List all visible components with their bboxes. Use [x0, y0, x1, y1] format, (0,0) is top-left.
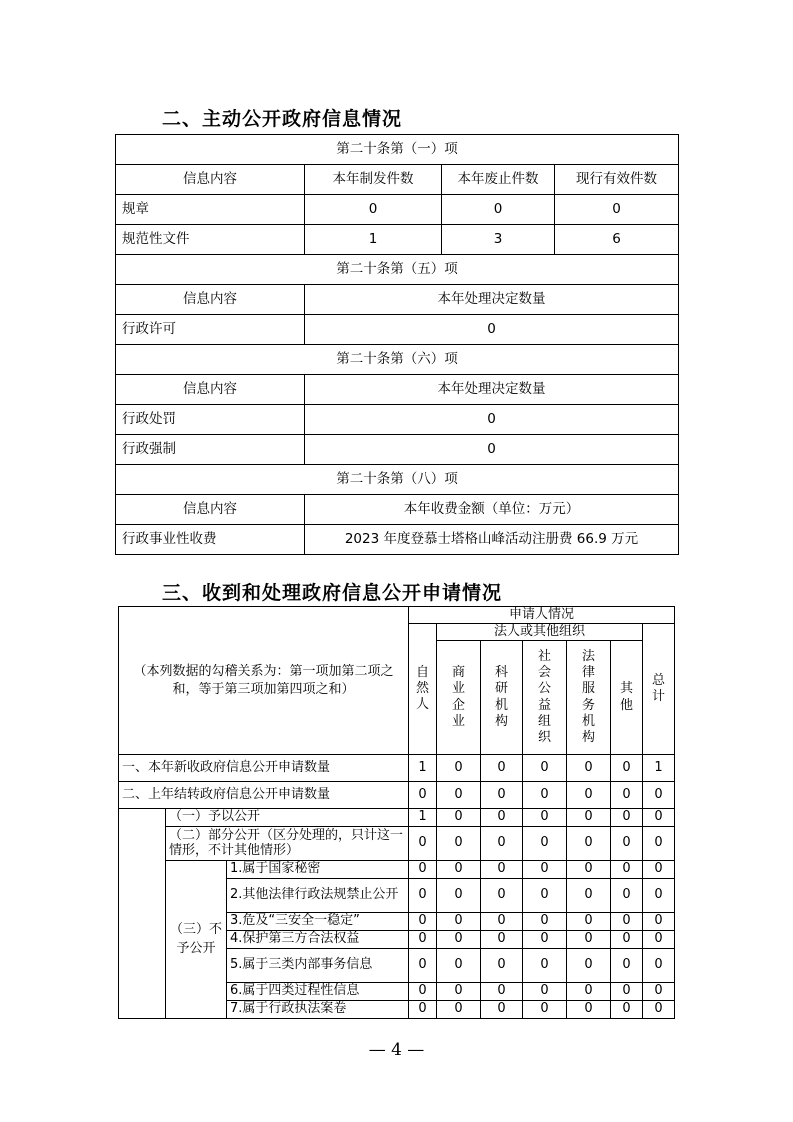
row-label: 一、本年新收政府信息公开申请数量 — [119, 755, 409, 782]
cell-value: 0 — [305, 195, 442, 225]
cell-value: 0 — [481, 782, 523, 809]
table-row — [119, 755, 675, 782]
cell-value: 0 — [409, 983, 437, 1001]
cell-value: 0 — [481, 827, 523, 861]
row3-empty-cell — [119, 809, 166, 1019]
cell-value: 0 — [611, 861, 643, 879]
cell-value: 0 — [437, 949, 481, 983]
cell-value: 0 — [611, 913, 643, 931]
cell-value: 0 — [481, 755, 523, 782]
cell-value: 0 — [437, 879, 481, 913]
cell-value: 0 — [523, 983, 567, 1001]
cell-value: 0 — [643, 827, 675, 861]
cell-value: 0 — [437, 931, 481, 949]
cell-value: 0 — [437, 827, 481, 861]
cell-value: 6 — [555, 225, 679, 255]
cell-value: 0 — [611, 827, 643, 861]
cell-value: 0 — [523, 879, 567, 913]
cell-value: 0 — [523, 755, 567, 782]
row-label: 行政许可 — [116, 315, 305, 345]
col-natural: 自然人 — [409, 624, 437, 755]
cell-value: 0 — [567, 983, 611, 1001]
applicant-header: 申请人情况 — [409, 607, 675, 624]
cell-value: 1 — [643, 755, 675, 782]
cell-value: 0 — [437, 755, 481, 782]
cell-value: 0 — [643, 913, 675, 931]
cell-value: 0 — [643, 861, 675, 879]
cell-value: 0 — [481, 861, 523, 879]
art20-5-header: 第二十条第（五）项 — [116, 255, 679, 285]
art20-6-header: 第二十条第（六）项 — [116, 345, 679, 375]
cell-value: 2023 年度登慕士塔格山峰活动注册费 66.9 万元 — [305, 525, 679, 555]
row-label: 规章 — [116, 195, 305, 225]
cell-value: 0 — [481, 1001, 523, 1019]
cell-value: 1 — [409, 755, 437, 782]
cell-value: 0 — [437, 913, 481, 931]
withhold-group-label: （三）不予公开 — [166, 861, 227, 1019]
row-label: 4.保护第三方合法权益 — [227, 931, 409, 949]
cell-value: 0 — [643, 949, 675, 983]
table-row — [119, 861, 675, 879]
cell-value: 0 — [409, 913, 437, 931]
cell-value: 0 — [567, 755, 611, 782]
cell-value: 0 — [481, 983, 523, 1001]
cell-value: 0 — [643, 983, 675, 1001]
col-decision-count: 本年处理决定数量 — [305, 285, 679, 315]
table-row — [119, 782, 675, 809]
col-info-content: 信息内容 — [116, 375, 305, 405]
cell-value: 0 — [611, 782, 643, 809]
col-total: 总计 — [643, 624, 675, 755]
cell-value: 0 — [523, 861, 567, 879]
cell-value: 0 — [481, 931, 523, 949]
col-business: 商业企业 — [437, 641, 481, 755]
cell-value: 1 — [305, 225, 442, 255]
cell-value: 0 — [611, 755, 643, 782]
cell-value: 0 — [409, 1001, 437, 1019]
note-cell — [119, 607, 409, 755]
col-abolished: 本年废止件数 — [442, 165, 555, 195]
cell-value: 0 — [611, 983, 643, 1001]
page-number: — 4 — — [368, 1040, 425, 1060]
col-decision-count: 本年处理决定数量 — [305, 375, 679, 405]
col-info-content: 信息内容 — [116, 285, 305, 315]
cell-value: 0 — [305, 315, 679, 345]
table-row — [119, 809, 675, 827]
cell-value: 0 — [567, 827, 611, 861]
cell-value: 0 — [555, 195, 679, 225]
row-label: 2.其他法律行政法规禁止公开 — [227, 879, 409, 913]
art20-8-header: 第二十条第（八）项 — [116, 465, 679, 495]
table-row — [119, 827, 675, 861]
cell-value: 3 — [442, 225, 555, 255]
table-row — [116, 525, 679, 555]
cell-value: 0 — [567, 931, 611, 949]
cell-value: 0 — [643, 879, 675, 913]
cell-value: 0 — [611, 879, 643, 913]
cell-value: 0 — [481, 879, 523, 913]
cell-value: 0 — [409, 782, 437, 809]
cell-value: 0 — [643, 809, 675, 827]
cell-value: 0 — [523, 913, 567, 931]
section3-title: 三、收到和处理政府信息公开申请情况 — [162, 582, 503, 604]
col-public-welfare: 社会公益组织 — [523, 641, 567, 755]
cell-value: 0 — [567, 861, 611, 879]
row-label: 行政事业性收费 — [116, 525, 305, 555]
cell-value: 0 — [643, 931, 675, 949]
col-issued: 本年制发件数 — [305, 165, 442, 195]
col-valid: 现行有效件数 — [555, 165, 679, 195]
cell-value: 0 — [567, 1001, 611, 1019]
col-other: 其他 — [611, 641, 643, 755]
cell-value: 0 — [523, 809, 567, 827]
cell-value: 0 — [409, 931, 437, 949]
row-label: 3.危及“三安全一稳定” — [227, 913, 409, 931]
row-label: （一）予以公开 — [166, 809, 409, 827]
cell-value: 0 — [442, 195, 555, 225]
cell-value: 0 — [409, 861, 437, 879]
table-row — [116, 405, 679, 435]
cell-value: 0 — [523, 1001, 567, 1019]
row-label: 6.属于四类过程性信息 — [227, 983, 409, 1001]
col-fee-amount: 本年收费金额（单位：万元） — [305, 495, 679, 525]
cell-value: 0 — [409, 879, 437, 913]
cell-value: 0 — [437, 861, 481, 879]
application-table — [118, 606, 675, 1019]
cell-value: 0 — [409, 949, 437, 983]
corp-header: 法人或其他组织 — [437, 624, 643, 641]
col-info-content: 信息内容 — [116, 165, 305, 195]
cell-value: 0 — [481, 949, 523, 983]
cell-value: 0 — [523, 782, 567, 809]
cell-value: 0 — [611, 1001, 643, 1019]
row-label: 行政处罚 — [116, 405, 305, 435]
cell-value: 0 — [567, 782, 611, 809]
cell-value: 0 — [481, 913, 523, 931]
cell-value: 0 — [643, 1001, 675, 1019]
table-row — [116, 195, 679, 225]
row-label: 规范性文件 — [116, 225, 305, 255]
cell-value: 0 — [437, 1001, 481, 1019]
col-research: 科研机构 — [481, 641, 523, 755]
cell-value: 0 — [567, 913, 611, 931]
cell-value: 0 — [567, 879, 611, 913]
cell-value: 0 — [523, 931, 567, 949]
proactive-disclosure-table — [115, 134, 679, 555]
cell-value: 0 — [611, 809, 643, 827]
section2-title: 二、主动公开政府信息情况 — [162, 108, 403, 130]
cell-value: 0 — [611, 931, 643, 949]
cell-value: 0 — [523, 827, 567, 861]
row-label: 7.属于行政执法案卷 — [227, 1001, 409, 1019]
row-label: 5.属于三类内部事务信息 — [227, 949, 409, 983]
note-text: （本列数据的勾稽关系为：第一项加第二项之和，等于第三项加第四项之和） — [133, 663, 394, 697]
cell-value: 1 — [409, 809, 437, 827]
col-legal: 法律服务机构 — [567, 641, 611, 755]
cell-value: 0 — [611, 949, 643, 983]
row-label: 行政强制 — [116, 435, 305, 465]
table-row — [116, 225, 679, 255]
cell-value: 0 — [567, 949, 611, 983]
cell-value: 0 — [643, 782, 675, 809]
cell-value: 0 — [523, 949, 567, 983]
cell-value: 0 — [409, 827, 437, 861]
cell-value: 0 — [437, 983, 481, 1001]
row-label: （二）部分公开（区分处理的，只计这一情形，不计其他情形） — [166, 827, 409, 861]
cell-value: 0 — [437, 782, 481, 809]
row-label: 二、上年结转政府信息公开申请数量 — [119, 782, 409, 809]
art20-1-header: 第二十条第（一）项 — [116, 135, 679, 165]
cell-value: 0 — [481, 809, 523, 827]
cell-value: 0 — [567, 809, 611, 827]
col-info-content: 信息内容 — [116, 495, 305, 525]
table-row — [116, 435, 679, 465]
cell-value: 0 — [437, 809, 481, 827]
table-row — [116, 315, 679, 345]
cell-value: 0 — [305, 435, 679, 465]
cell-value: 0 — [305, 405, 679, 435]
row-label: 1.属于国家秘密 — [227, 861, 409, 879]
